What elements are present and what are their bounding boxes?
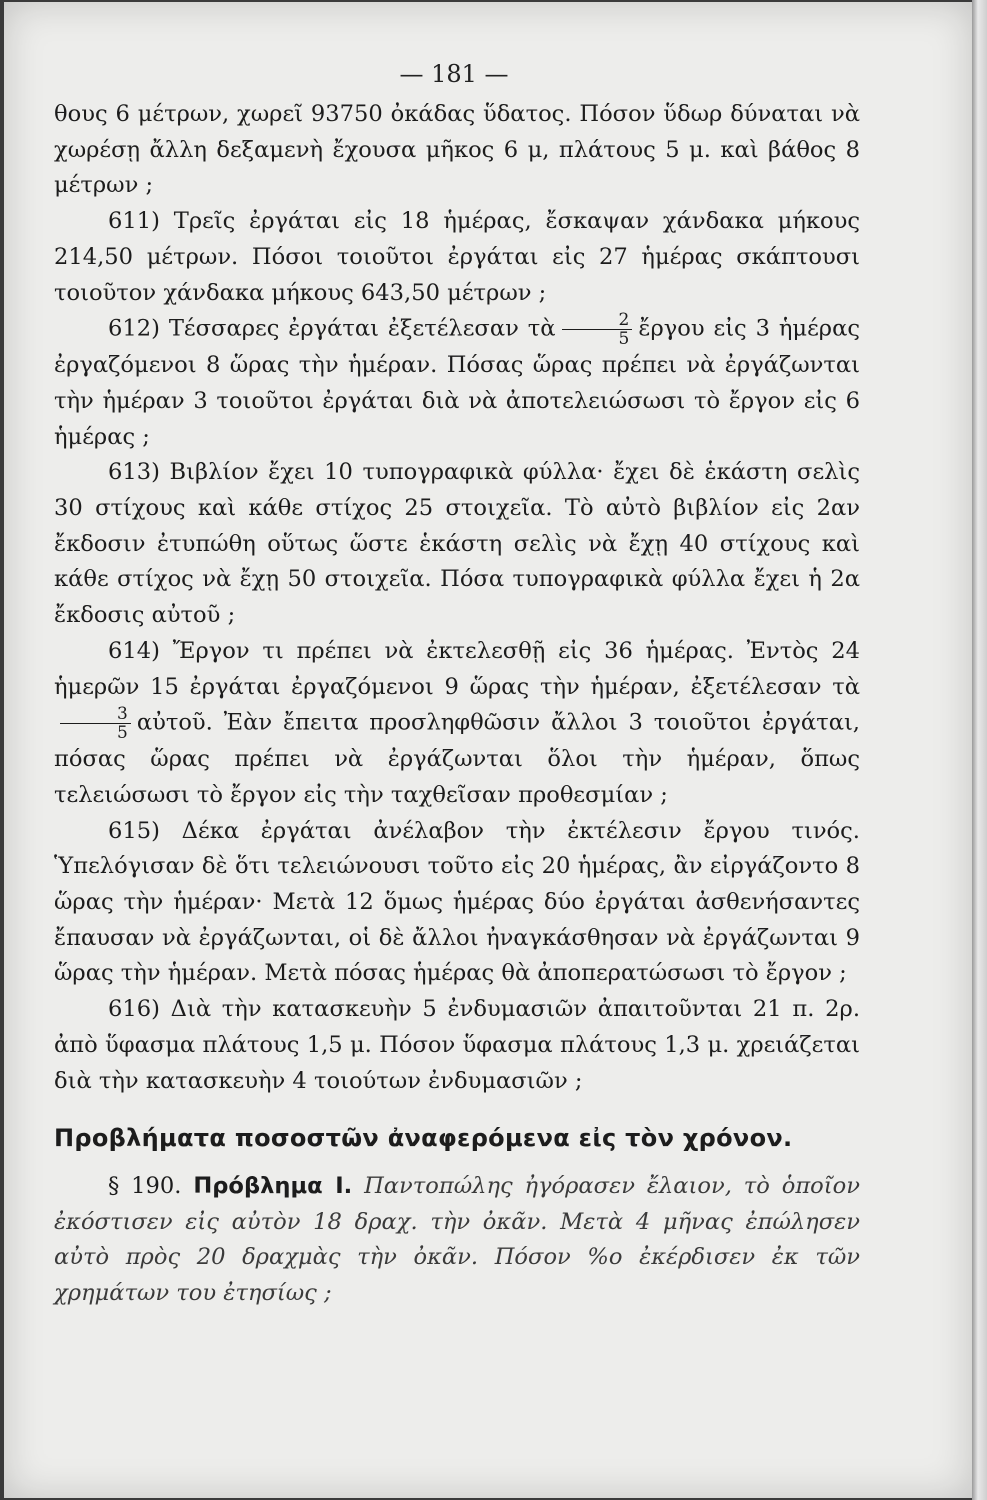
page-body: [54, 97, 860, 1312]
problem-614-text-a: 614) Ἔργον τι πρέπει νὰ ἐκτελεσθῇ εἰς 36 ἡμέρας. Ἐντὸς 24 ἡμερῶν 15 ἐργάται ἐργαζόμενοι 9 ὥρας τὴν ἡμέραν, ἐξετέλεσαν τὰ: [54, 637, 860, 700]
problem-612-text-a: 612) Τέσσαρες ἐργάται ἐξετέλεσαν τὰ: [108, 315, 556, 342]
fraction-denominator: 5: [117, 723, 128, 744]
section-190: [54, 1169, 860, 1312]
section-190-label: § 190.: [108, 1172, 182, 1199]
book-page: [4, 2, 972, 1498]
fraction-three-fifths: [60, 705, 131, 742]
fraction-numerator: 2: [562, 311, 633, 330]
section-heading: Προβλήματα ποσοστῶν ἀναφερόμενα εἰς τὸν χρόνον.: [54, 1124, 793, 1153]
problem-1-text: Παντοπώλης ἠγόρασεν ἔλαιον, τὸ ὁποῖον ἐκόστισεν εἰς αὐτὸν 18 δραχ. τὴν ὀκᾶν. Μετὰ 4 μῆνας ἐπώλησεν αὐτὸ πρὸς 20 δραχμὰς τὴν ὀκᾶν. Πόσον %ο ἐκέρδισεν ἐκ τῶν χρημάτων του ἐτησίως ;: [54, 1172, 860, 1307]
fraction-denominator: 5: [618, 329, 630, 350]
problem-616: 616) Διὰ τὴν κατασκευὴν 5 ἐνδυμασιῶν ἀπαιτοῦνται 21 π. 2ρ. ἀπὸ ὕφασμα πλάτους 1,5 μ. Πόσον ὕφασμα πλάτους 1,3 μ. χρειάζεται διὰ τὴν κατασκευὴν 4 τοιούτων ἐνδυμασιῶν ;: [54, 996, 860, 1094]
page-edge-shadow: [972, 0, 987, 1500]
problem-title: Πρόβλημα I.: [193, 1172, 353, 1199]
fraction-numerator: 3: [60, 705, 131, 724]
paragraph-intro: θους 6 μέτρων, χωρεῖ 93750 ὀκάδας ὕδατος. Πόσον ὕδωρ δύναται νὰ χωρέσῃ ἄλλη δεξαμενὴ ἔχουσα μῆκος 6 μ, πλάτους 5 μ. καὶ βάθος 8 μέτρων ;: [54, 101, 860, 199]
problem-613: 613) Βιβλίον ἔχει 10 τυπογραφικὰ φύλλα· ἔχει δὲ ἑκάστη σελὶς 30 στίχους καὶ κάθε στίχος 25 στοιχεῖα. Τὸ αὐτὸ βιβλίον εἰς 2αν ἔκδοσιν ἐτυπώθη οὕτως ὥστε ἑκάστη σελὶς νὰ ἔχῃ 40 στίχους καὶ κάθε στίχος νὰ ἔχῃ 50 στοιχεῖα. Πόσα τυπογραφικὰ φύλλα ἔχει ἡ 2α ἔκδοσις αὐτοῦ ;: [54, 459, 860, 629]
problem-612-text-b: ἔργου εἰς 3 ἡμέρας ἐργαζόμενοι 8 ὥρας τὴν ἡμέραν. Πόσας ὥρας πρέπει νὰ ἐργάζωνται τὴν ἡμέραν 3 τοιοῦτοι ἐργάται διὰ νὰ ἀποτελειώσωσι τὸ ἔργον εἰς 6 ἡμέρας ;: [54, 315, 860, 450]
problem-611: 611) Τρεῖς ἐργάται εἰς 18 ἡμέρας, ἔσκαψαν χάνδακα μήκους 214,50 μέτρων. Πόσοι τοιοῦτοι ἐργάται εἰς 27 ἡμέρας σκάπτουσι τοιοῦτον χάνδακα μήκους 643,50 μέτρων ;: [54, 208, 860, 306]
problem-615: 615) Δέκα ἐργάται ἀνέλαβον τὴν ἐκτέλεσιν ἔργου τινός. Ὑπελόγισαν δὲ ὅτι τελειώνουσι τοῦτο εἰς 20 ἡμέρας, ἂν εἰργάζοντο 8 ὥρας τὴν ἡμέραν· Μετὰ 12 ὅμως ἡμέρας δύο ἐργάται ἀσθενήσαντες ἔπαυσαν νὰ ἐργάζωνται, οἱ δὲ ἄλλοι ἠναγκάσθησαν νὰ ἐργάζωνται 9 ὥρας τὴν ἡμέραν. Μετὰ πόσας ἡμέρας θὰ ἀποπερατώσωσι τὸ ἔργον ;: [54, 817, 860, 987]
problem-612: [54, 311, 860, 455]
fraction-two-fifths: [562, 311, 633, 348]
problem-614-text-b: αὐτοῦ. Ἐὰν ἔπειτα προσληφθῶσιν ἄλλοι 3 τοιοῦτοι ἐργάται, πόσας ὥρας πρέπει νὰ ἐργάζωνται ὅλοι τὴν ἡμέραν, ὅπως τελειώσωσι τὸ ἔργον εἰς τὴν ταχθεῖσαν προθεσμίαν ;: [54, 709, 860, 808]
problem-614: [54, 634, 860, 814]
page-number: — 181 —: [399, 60, 509, 88]
